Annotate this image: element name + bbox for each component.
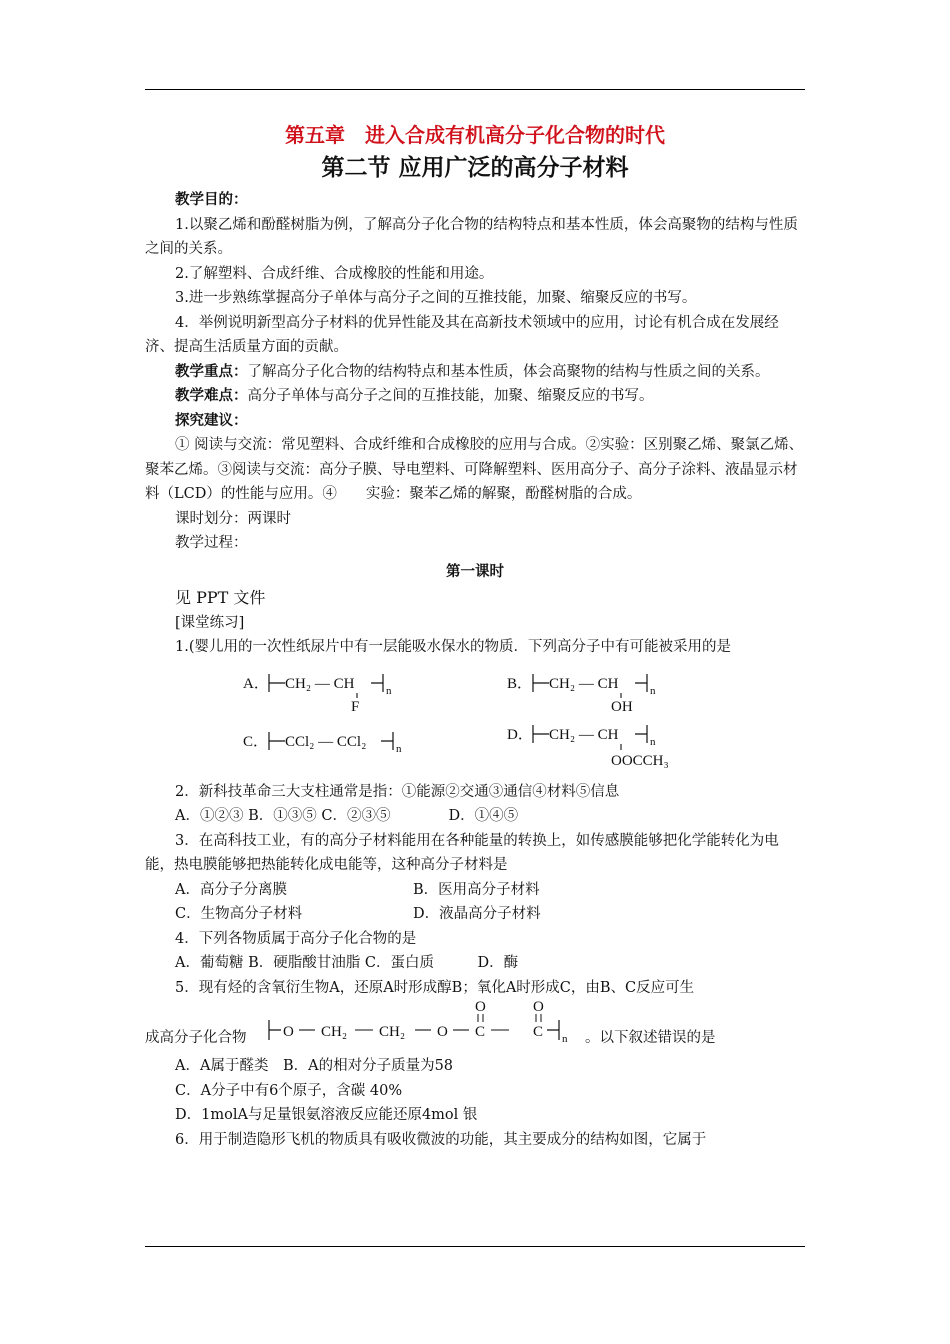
practice-label: [课堂练习]: [175, 614, 245, 631]
objective-item: 4．举例说明新型高分子材料的优异性能及其在高新技术领域中的应用，讨论有机合成在发展经济、提高生活质量方面的贡献。: [145, 314, 779, 355]
repeat-n: n: [562, 1033, 568, 1045]
q5-option: A．A属于醛类 B．A的相对分子质量为58: [175, 1058, 454, 1074]
atom-c: C: [475, 1024, 486, 1040]
chapter-title: 第五章 进入合成有机高分子化合物的时代: [285, 123, 665, 147]
process: 教学过程：: [175, 535, 248, 551]
footer-rule: [145, 1246, 805, 1247]
double-bond: [536, 1014, 541, 1022]
difficulties-label: 教学难点：: [175, 388, 248, 404]
formula-b-main: CH₂ — CH: [549, 675, 619, 692]
key-points-text: 了解高分子化合物的结构特点和基本性质，体会高聚物的结构与性质之间的关系。: [247, 363, 770, 380]
formula-b: [507, 674, 656, 715]
schedule: 课时划分：两课时: [175, 510, 291, 527]
lesson-title: 第一课时: [446, 563, 504, 580]
atom-o-double: O: [533, 1000, 544, 1015]
difficulties-text: 高分子单体与高分子之间的互推技能，加聚、缩聚反应的书写。: [247, 388, 654, 404]
q3-option-d: D．液晶高分子材料: [413, 906, 541, 922]
q5-option: C．A分子中有6个原子，含碳 40%: [175, 1082, 403, 1099]
formula-d-label: D．: [507, 726, 533, 743]
q5-stem: 5．现有烃的含氧衍生物A，还原A时形成醇B；氧化A时形成C，由B、C反应可生: [175, 979, 695, 996]
bracket-right: [635, 674, 647, 692]
formula-a-sub: F: [351, 698, 360, 715]
formula-a: [243, 674, 392, 715]
objective-item: 2.了解塑料、合成纤维、合成橡胶的性能和用途。: [175, 265, 494, 282]
bracket-left: [533, 674, 549, 692]
q3-option-a: A．高分子分离膜: [175, 881, 287, 898]
repeat-n: n: [396, 742, 402, 755]
q5-polymer-structure: [263, 1000, 593, 1054]
q3-option-c: C．生物高分子材料: [175, 906, 303, 922]
formula-c-main: CCl₂ — CCl₂: [285, 733, 367, 750]
key-points: [145, 360, 805, 385]
objective-item: 3.进一步熟练掌握高分子单体与高分子之间的互推技能，加聚、缩聚反应的书写。: [175, 290, 697, 306]
group-ch2: CH₂: [321, 1024, 348, 1040]
q3-stem: 3．在高科技工业，有的高分子材料能用在各种能量的转换上，如传感膜能够把化学能转化为电能，热电膜能够把热能转化成电能等，这种高分子材料是: [145, 832, 779, 873]
q4-options: A．葡萄糖 B．硬脂酸甘油脂 C．蛋白质 D．酶: [175, 955, 519, 971]
q3-options-row: [145, 902, 805, 927]
objective-item: 1.以聚乙烯和酚醛树脂为例，了解高分子化合物的结构特点和基本性质，体会高聚物的结构与性质之间的关系。: [145, 216, 798, 257]
bracket-right: [371, 674, 383, 692]
suggestions-label: 探究建议：: [175, 412, 248, 429]
bracket-left: [269, 732, 285, 750]
bracket-right: [547, 1020, 559, 1040]
atom-o-double: O: [475, 1000, 486, 1015]
bracket-left: [269, 674, 285, 692]
repeat-n: n: [650, 735, 656, 748]
formula-d: [507, 725, 669, 769]
q1-formula-figure: [145, 662, 805, 774]
suggestions-text: ① 阅读与交流：常见塑料、合成纤维和合成橡胶的应用与合成。②实验：区别聚乙烯、聚氯乙烯、聚苯乙烯。③阅读与交流：高分子膜、导电塑料、可降解塑料、医用高分子、高分子涂料、液晶显示材料（LCD）的性能与应用。④ 实验：聚苯乙烯的解聚，酚醛树脂的合成。: [145, 437, 804, 502]
q5-option: D．1molA与足量银氨溶液反应能还原4mol 银: [175, 1107, 478, 1123]
formula-b-label: B．: [507, 675, 533, 692]
q1-stem: 1.(婴儿用的一次性纸尿片中有一层能吸水保水的物质．下列高分子中有可能被采用的是: [175, 639, 731, 655]
difficulties: [145, 384, 805, 409]
repeat-n: n: [650, 684, 656, 697]
formula-a-main: CH₂ — CH: [285, 675, 355, 692]
bracket-right: [635, 725, 647, 743]
section-title: 第二节 应用广泛的高分子材料: [321, 155, 629, 181]
formula-c-label: C．: [243, 733, 269, 750]
key-points-label: 教学重点：: [175, 363, 248, 380]
formula-b-sub: OH: [611, 698, 633, 715]
document-body: [145, 120, 805, 1152]
bracket-left: [533, 725, 549, 743]
ppt-note: 见 PPT 文件: [175, 588, 266, 607]
formula-a-label: A．: [243, 675, 269, 692]
q5-prefix: 成高分子化合物: [145, 1030, 247, 1046]
q6-stem: 6．用于制造隐形飞机的物质具有吸收微波的功能，其主要成分的结构如图，它属于: [175, 1131, 707, 1148]
q3-option-b: B．医用高分子材料: [413, 881, 540, 898]
bracket-left: [269, 1020, 281, 1040]
formula-c: [243, 732, 402, 755]
group-ch2: CH₂: [379, 1024, 406, 1040]
q2-stem: 2．新科技革命三大支柱通常是指：①能源②交通③通信④材料⑤信息: [175, 783, 620, 800]
q3-options-row: [145, 878, 805, 903]
repeat-n: n: [386, 684, 392, 697]
atom-o: O: [283, 1024, 294, 1040]
q2-options: A．①②③ B．①③⑤ C．②③⑤ D．①④⑤: [175, 808, 519, 824]
header-rule: [145, 89, 805, 90]
atom-o: O: [437, 1024, 448, 1040]
formula-d-main: CH₂ — CH: [549, 726, 619, 743]
double-bond: [478, 1014, 483, 1022]
q5-suffix: 。以下叙述错误的是: [585, 1030, 716, 1046]
q1-formulas: [145, 662, 805, 774]
bracket-right: [381, 732, 393, 750]
atom-c: C: [533, 1024, 544, 1040]
objectives-label: 教学目的：: [175, 192, 248, 208]
q4-stem: 4．下列各物质属于高分子化合物的是: [175, 930, 417, 947]
formula-d-sub: OOCCH₃: [611, 752, 669, 769]
q5-polymer-line: [145, 1000, 805, 1054]
